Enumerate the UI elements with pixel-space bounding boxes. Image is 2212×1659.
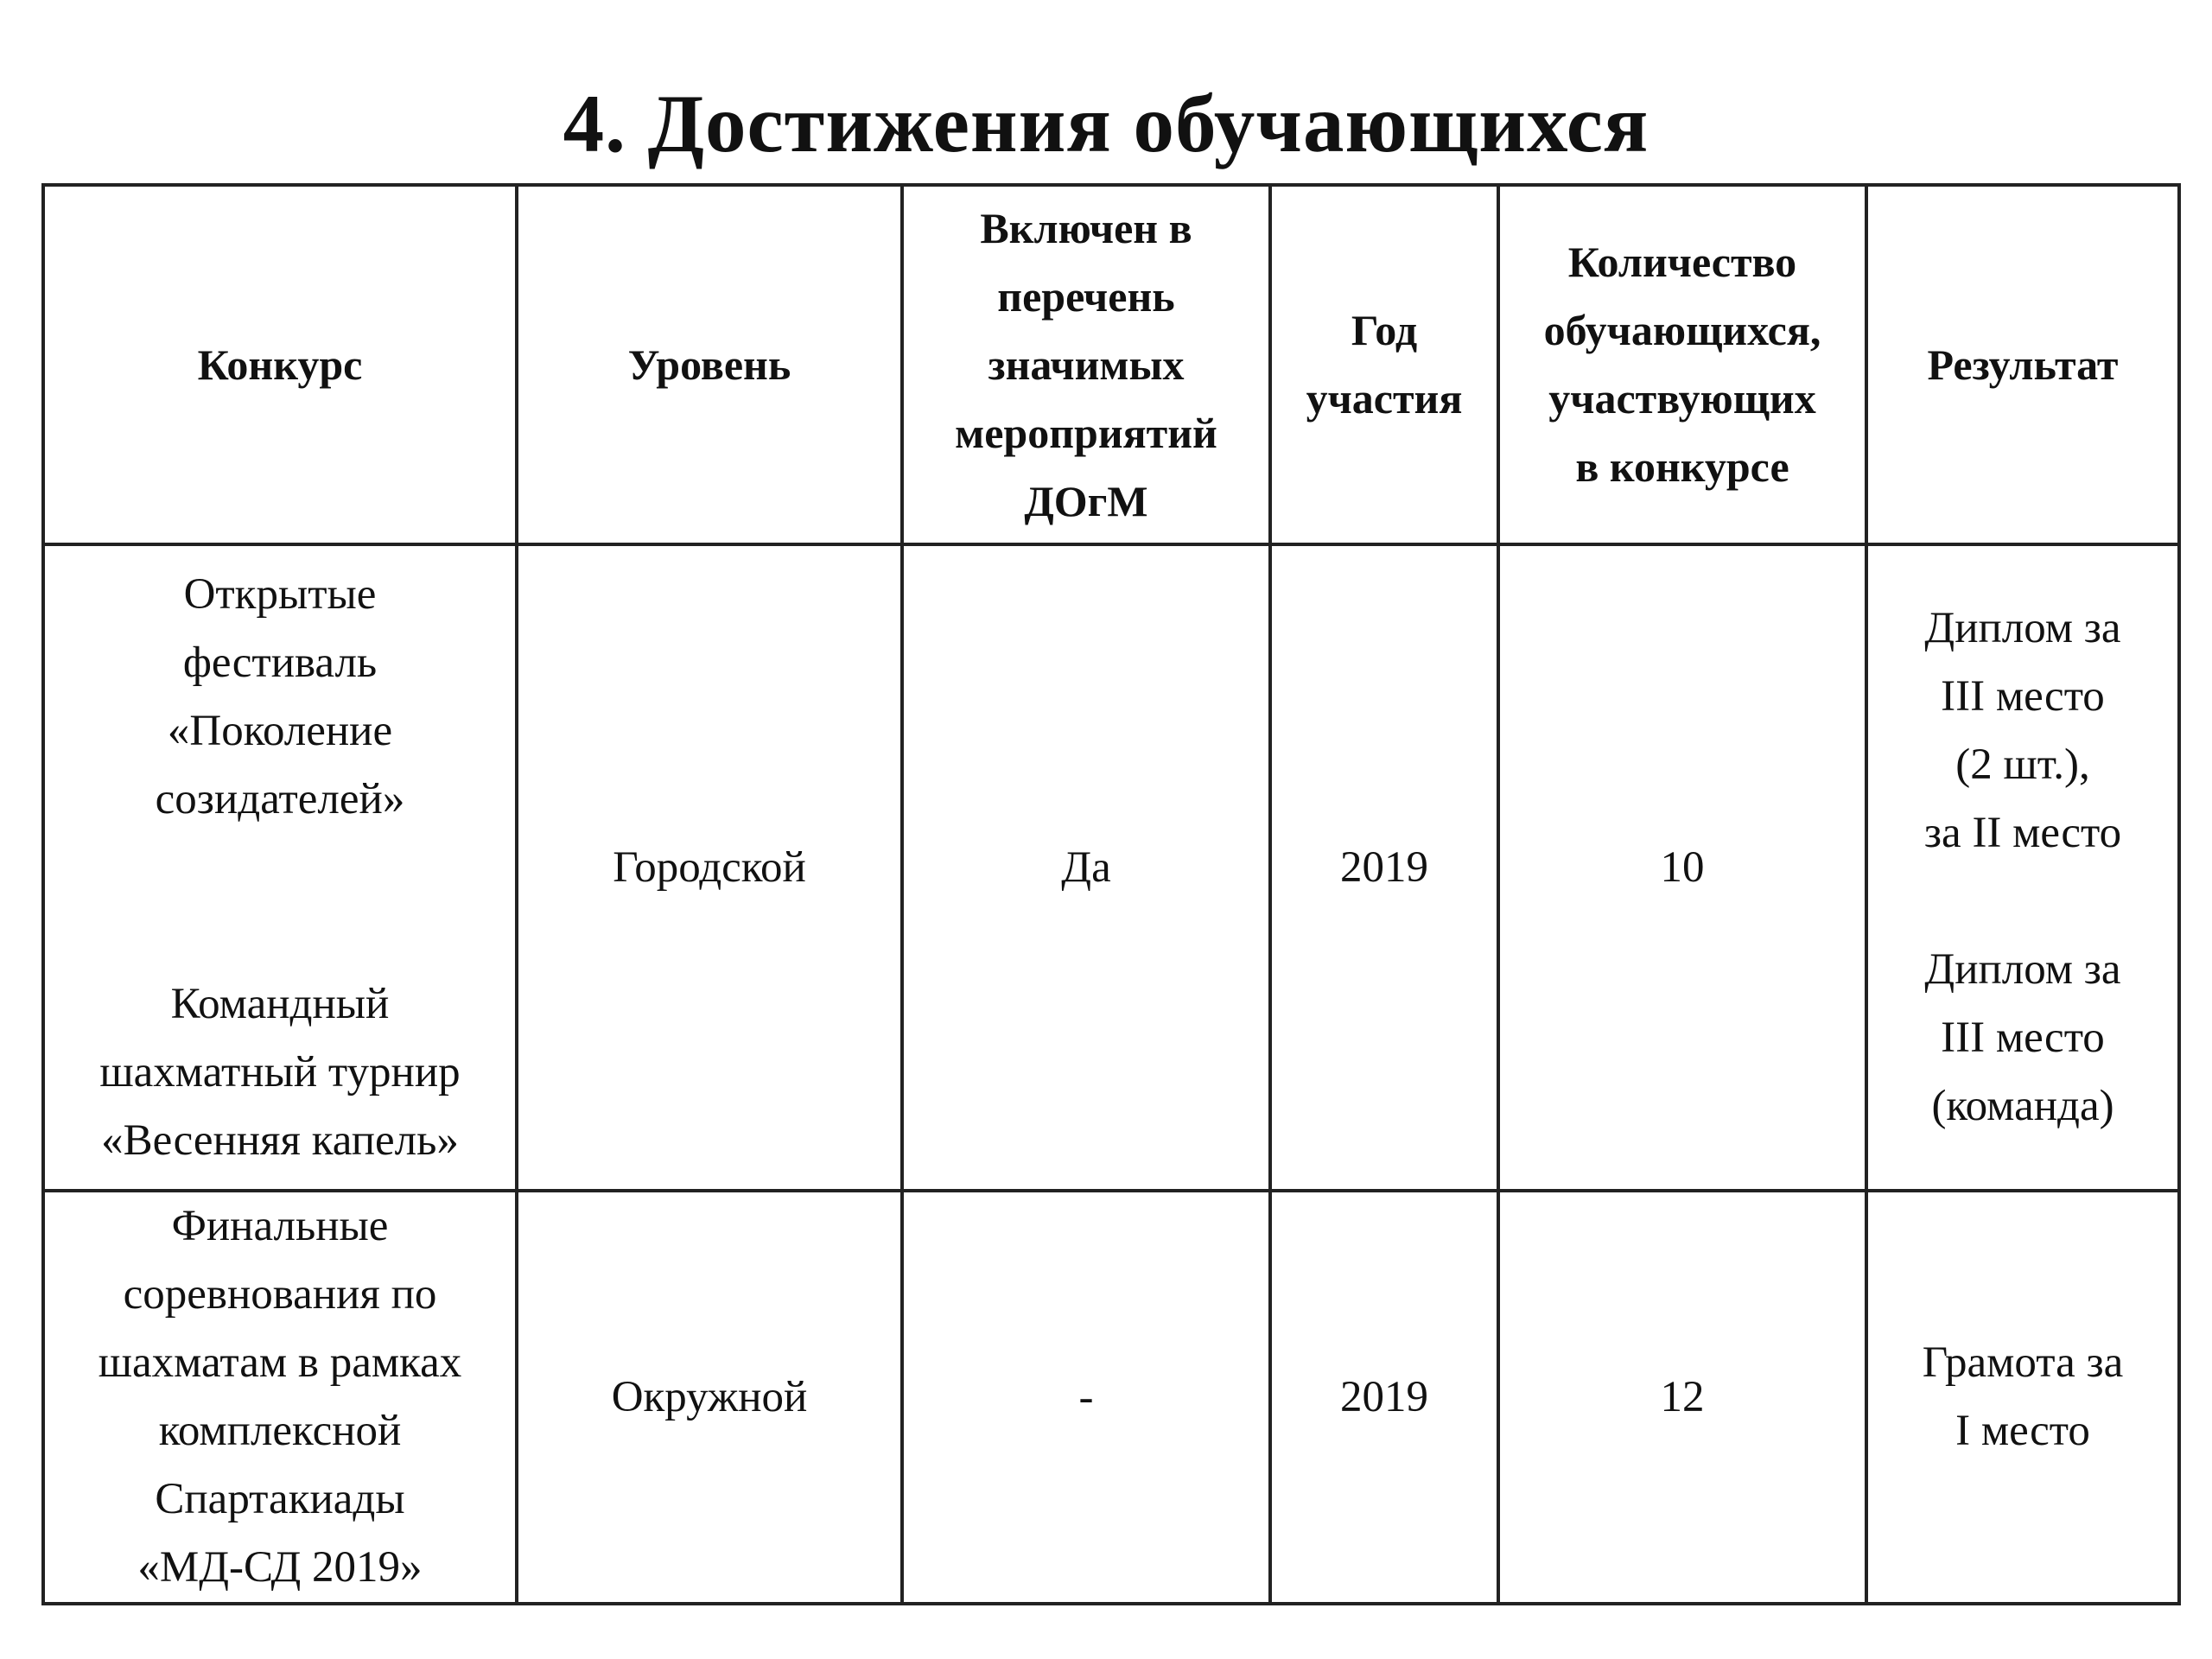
cell-in-dogm-list: Да <box>902 544 1270 1191</box>
cell-contest: Финальные соревнования по шахматам в рамках комплексной Спартакиады «МД-СД 2019» <box>43 1191 517 1604</box>
table-header-row <box>43 185 2179 544</box>
cell-participant-count: 12 <box>1498 1191 1866 1604</box>
cell-participant-count: 10 <box>1498 544 1866 1191</box>
table-row <box>43 1191 2179 1604</box>
header-contest: Конкурс <box>43 185 517 544</box>
cell-result: Грамота за I место <box>1866 1191 2179 1604</box>
header-in-dogm-list: Включен в перечень значимых мероприятий ДОгМ <box>902 185 1270 544</box>
achievements-table <box>41 183 2181 1605</box>
table-row <box>43 544 2179 1191</box>
cell-result: Диплом за III место (2 шт.), за II место Диплом за III место (команда) <box>1866 544 2179 1191</box>
header-year: Год участия <box>1270 185 1498 544</box>
cell-year: 2019 <box>1270 1191 1498 1604</box>
cell-in-dogm-list: - <box>902 1191 1270 1604</box>
cell-level: Городской <box>517 544 902 1191</box>
cell-contest: Открытые фестиваль «Поколение созидателей» Командный шахматный турнир «Весенняя капель» <box>43 544 517 1191</box>
header-participant-count: Количество обучающихся, участвующих в конкурсе <box>1498 185 1866 544</box>
header-level: Уровень <box>517 185 902 544</box>
cell-year: 2019 <box>1270 544 1498 1191</box>
header-result: Результат <box>1866 185 2179 544</box>
cell-level: Окружной <box>517 1191 902 1604</box>
page-title: 4. Достижения обучающихся <box>563 78 1649 169</box>
